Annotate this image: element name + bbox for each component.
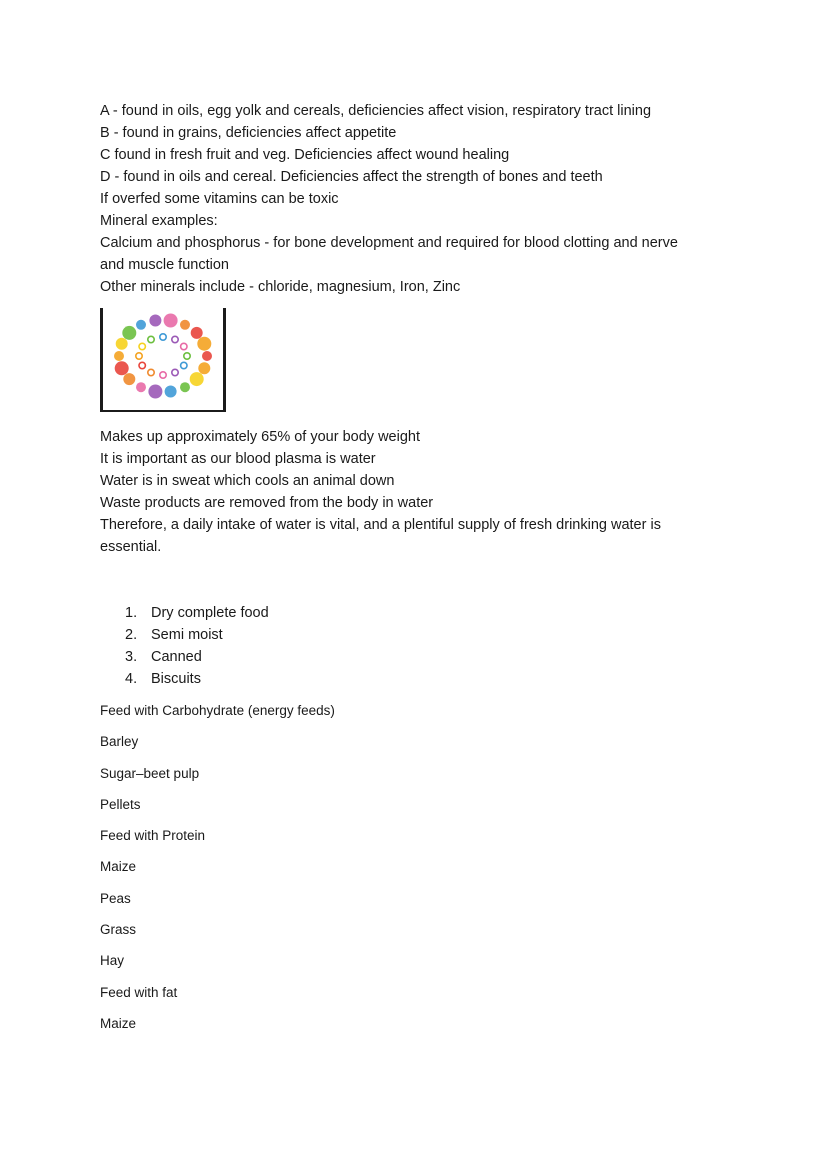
food-types-list (100, 602, 269, 690)
list-number: 2. (125, 627, 138, 643)
food-blob (114, 351, 124, 361)
feed-item: Hay (100, 953, 125, 969)
vitamin-badge (139, 343, 145, 349)
food-blob (191, 327, 203, 339)
vitamin-badge (181, 343, 187, 349)
list-number: 3. (125, 649, 138, 665)
feed-item: Feed with Protein (100, 828, 206, 844)
list-label: Dry complete food (151, 605, 269, 621)
vitamin-badge (172, 336, 178, 342)
food-blob (180, 382, 190, 392)
food-blob (165, 386, 177, 398)
food-blob (149, 315, 161, 327)
vitamin-foods-image (100, 308, 226, 412)
text-line: C found in fresh fruit and veg. Deficiencies affect wound healing (100, 147, 510, 163)
feed-item: Maize (100, 1015, 137, 1031)
feeds-section (100, 701, 335, 1045)
vitamin-badge (184, 353, 190, 359)
feed-item: Pellets (100, 796, 141, 812)
vitamin-foods-circle-image (103, 308, 223, 410)
food-blob (190, 372, 204, 386)
water-section (100, 426, 740, 558)
feed-item: Maize (100, 859, 137, 875)
food-blob (116, 338, 128, 350)
text-line: If overfed some vitamins can be toxic (100, 191, 339, 207)
text-line: D - found in oils and cereal. Deficiencies affect the strength of bones and teeth (100, 169, 603, 185)
feed-item: Barley (100, 734, 139, 750)
text-line: Makes up approximately 65% of your body weight (100, 429, 420, 445)
text-line: essential. (100, 539, 162, 555)
list-number: 4. (125, 671, 138, 687)
list-label: Canned (151, 649, 202, 665)
text-line: Mineral examples: (100, 213, 218, 229)
text-line: Other minerals include - chloride, magnesium, Iron, Zinc (100, 279, 461, 295)
text-line: B - found in grains, deficiencies affect appetite (100, 125, 397, 141)
list-item (100, 646, 269, 668)
text-line: Waste products are removed from the body in water (100, 495, 434, 511)
feed-item: Peas (100, 890, 131, 906)
food-blob (115, 361, 129, 375)
vitamin-badge (139, 362, 145, 368)
list-item (100, 668, 269, 690)
food-blob (123, 373, 135, 385)
text-line: Calcium and phosphorus - for bone development and required for blood clotting and nerve (100, 235, 678, 251)
list-item (100, 624, 269, 646)
feed-item: Feed with Carbohydrate (energy feeds) (100, 703, 335, 718)
feed-item: Sugar–beet pulp (100, 765, 200, 781)
food-blob (202, 351, 212, 361)
vitamin-badge (181, 362, 187, 368)
food-blob (164, 314, 178, 328)
vitamins-minerals-section (100, 100, 740, 298)
text-line: Water is in sweat which cools an animal down (100, 473, 395, 489)
vitamin-badge (148, 336, 154, 342)
feed-item: Feed with fat (100, 984, 178, 1000)
vitamin-badge (160, 372, 166, 378)
food-blob (180, 320, 190, 330)
text-line: It is important as our blood plasma is water (100, 451, 376, 467)
vitamin-badge (172, 369, 178, 375)
vitamin-badge (148, 369, 154, 375)
food-blob (197, 337, 211, 351)
list-number: 1. (125, 605, 138, 621)
food-blob (148, 385, 162, 399)
text-line: and muscle function (100, 257, 229, 273)
vitamin-badge (136, 353, 142, 359)
list-item (100, 602, 269, 624)
text-line: Therefore, a daily intake of water is vital, and a plentiful supply of fresh drinking water is (100, 517, 661, 533)
food-blob (136, 320, 146, 330)
food-blob (122, 326, 136, 340)
food-blob (136, 382, 146, 392)
text-line: A - found in oils, egg yolk and cereals, deficiencies affect vision, respiratory tract lining (100, 103, 652, 119)
feed-item: Grass (100, 922, 137, 938)
list-label: Biscuits (151, 671, 201, 687)
vitamin-badge (160, 334, 166, 340)
food-blob (198, 362, 210, 374)
list-label: Semi moist (151, 627, 223, 643)
